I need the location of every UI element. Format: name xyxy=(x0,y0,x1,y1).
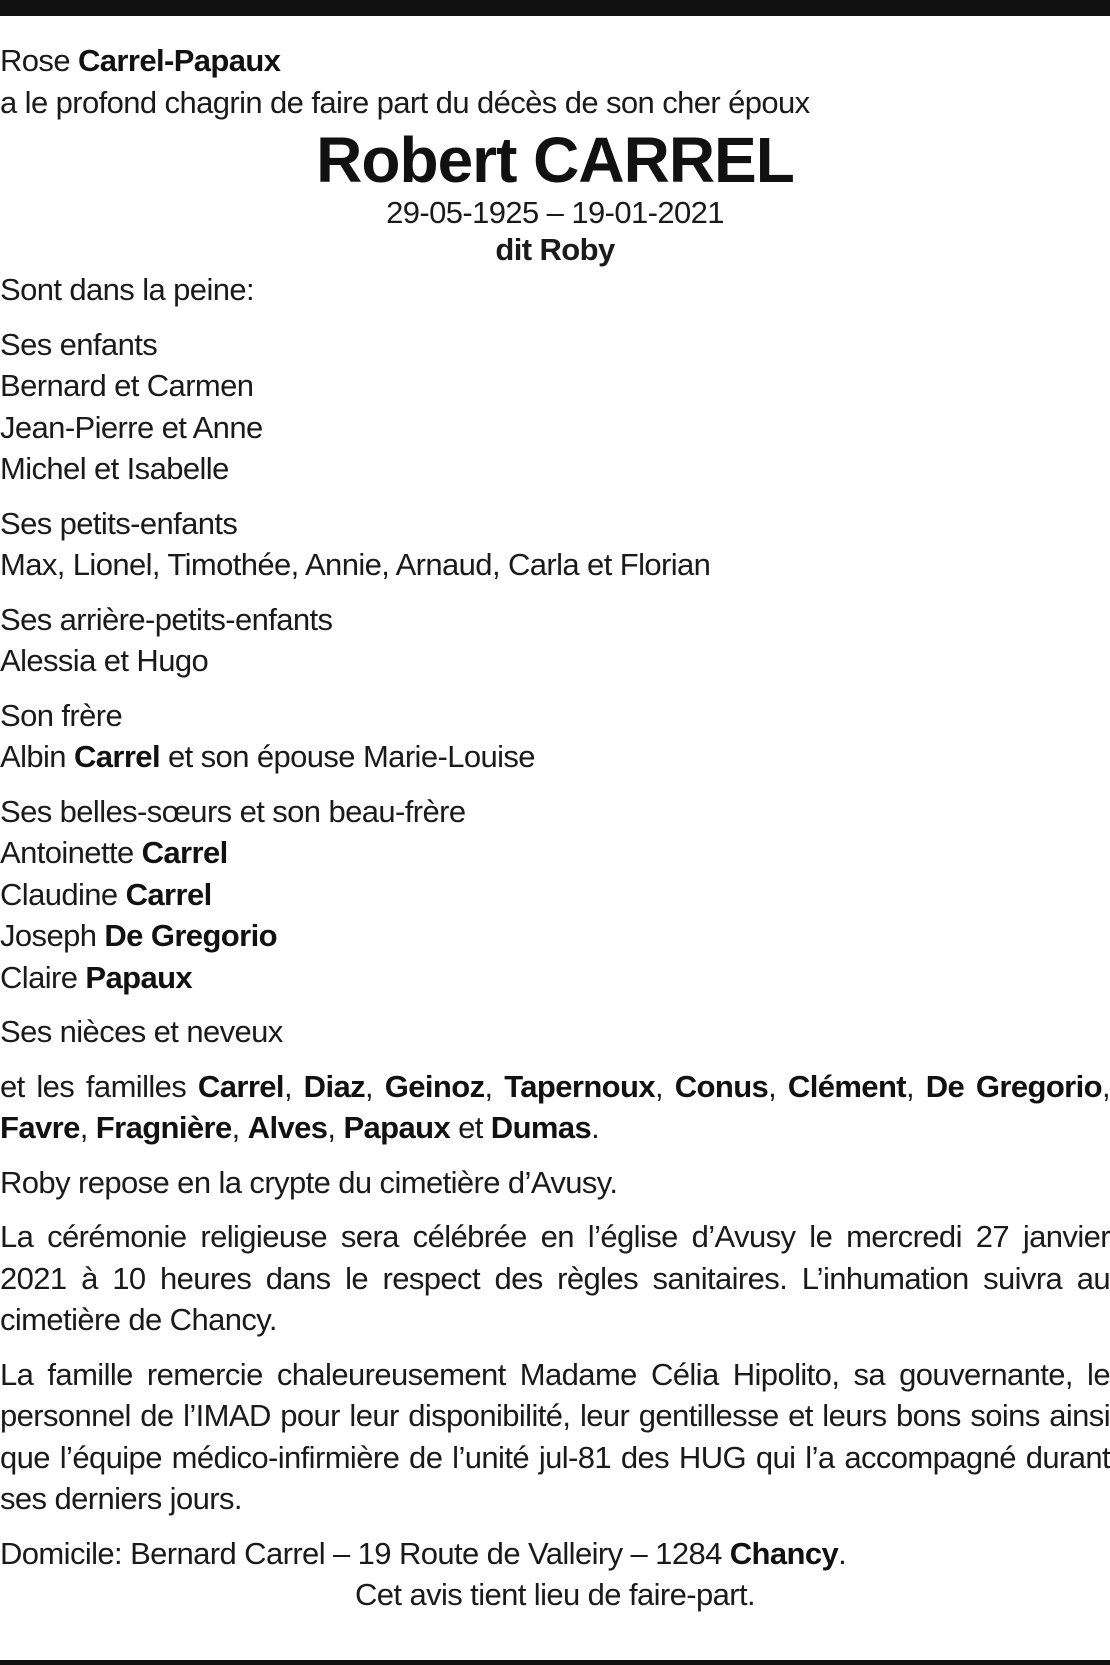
grandchildren-section xyxy=(0,503,1110,586)
section-heading: Ses belles-sœurs et son beau-frère xyxy=(0,793,466,829)
domicile-line xyxy=(0,1533,1110,1575)
child-line: Jean-Pierre et Anne xyxy=(0,409,263,445)
separator: , xyxy=(327,1110,344,1145)
separator: , xyxy=(1102,1068,1110,1104)
thanks-text: La famille remercie chaleureusement Madame Célia Hipolito, sa gouvernante, le personnel de l’IMAD pour leur disponibilité, leur gentillesse et leurs bons soins ainsi que l’équipe médico-infirmière de l’unité jul-81 des HUG qui l’a accompagné durant ses derniers jours. xyxy=(0,1356,1110,1516)
first-name: Joseph xyxy=(0,918,97,953)
announcer-last-name: Carrel-Papaux xyxy=(77,43,281,78)
separator: , xyxy=(655,1068,675,1104)
conjunction: et xyxy=(450,1110,491,1145)
last-name: Papaux xyxy=(85,959,193,995)
closing-note: Cet avis tient lieu de faire-part. xyxy=(354,1577,756,1612)
child-line: Bernard et Carmen xyxy=(0,368,254,403)
domicile-town: Chancy xyxy=(729,1535,839,1571)
announcement-line: a le profond chagrin de faire part du décès de son cher époux xyxy=(0,84,810,120)
separator: , xyxy=(906,1068,926,1104)
section-heading: Ses petits-enfants xyxy=(0,505,238,541)
family-name: Alves xyxy=(247,1110,328,1145)
obituary-notice xyxy=(0,40,1110,1616)
rest-place-section xyxy=(0,1162,1110,1204)
announcer-line xyxy=(0,40,1110,82)
first-name: Albin xyxy=(0,739,66,774)
period: . xyxy=(838,1535,847,1571)
families-prefix: et les familles xyxy=(0,1068,187,1104)
separator: , xyxy=(768,1068,788,1104)
family-name: Dumas xyxy=(490,1110,592,1145)
child-line: Michel et Isabelle xyxy=(0,451,229,486)
domicile-section xyxy=(0,1533,1110,1575)
ceremony-section xyxy=(0,1216,1110,1341)
section-heading: Ses arrière-petits-enfants xyxy=(0,601,333,637)
in-law-line xyxy=(0,957,1110,999)
family-name: Papaux xyxy=(343,1110,451,1145)
separator: , xyxy=(484,1068,505,1104)
announcer-first-name: Rose xyxy=(0,43,70,78)
bottom-border xyxy=(0,1660,1110,1665)
in-laws-section xyxy=(0,791,1110,999)
thanks-section xyxy=(0,1354,1110,1520)
separator: , xyxy=(283,1068,304,1104)
top-border xyxy=(0,0,1110,16)
last-name: Carrel xyxy=(73,739,160,774)
rest-place: Roby repose en la crypte du cimetière d’Avusy. xyxy=(0,1164,618,1200)
family-name: De Gregorio xyxy=(925,1068,1102,1104)
families-line xyxy=(0,1066,1110,1149)
children-section xyxy=(0,324,1110,490)
family-name: Conus xyxy=(674,1068,769,1104)
section-heading: Son frère xyxy=(0,697,123,733)
first-name: Antoinette xyxy=(0,835,134,870)
life-dates: 29-05-1925 – 19-01-2021 xyxy=(386,195,724,230)
separator: , xyxy=(79,1110,96,1145)
first-name: Claudine xyxy=(0,876,118,912)
families-section xyxy=(0,1066,1110,1149)
first-name: Claire xyxy=(0,959,78,995)
family-name: Geinoz xyxy=(384,1068,485,1104)
family-name: Fragnière xyxy=(95,1110,232,1145)
last-name: Carrel xyxy=(125,876,212,912)
nickname: dit Roby xyxy=(495,232,615,267)
brother-line xyxy=(0,736,1110,778)
domicile-address: Domicile: Bernard Carrel – 19 Route de Valleiry – 1284 xyxy=(0,1535,722,1571)
great-grandchildren-line: Alessia et Hugo xyxy=(0,643,209,678)
last-name: Carrel xyxy=(141,835,228,870)
in-law-line xyxy=(0,915,1110,957)
nieces-section xyxy=(0,1011,1110,1053)
family-name: Diaz xyxy=(303,1068,366,1104)
deceased-name: Robert CARREL xyxy=(316,124,794,196)
mourning-heading: Sont dans la peine: xyxy=(0,272,255,307)
great-grandchildren-section xyxy=(0,599,1110,682)
in-law-line xyxy=(0,832,1110,874)
in-law-line xyxy=(0,874,1110,916)
family-name: Carrel xyxy=(197,1068,284,1104)
ceremony-text: La cérémonie religieuse sera célébrée en l’église d’Avusy le mercredi 27 janvier 2021 à 10 heures dans le respect des règles sanitaires. L’inhumation suivra au cimetière de Chancy. xyxy=(0,1219,1110,1337)
period: . xyxy=(591,1110,600,1145)
separator: , xyxy=(365,1068,385,1104)
section-heading: Ses enfants xyxy=(0,326,158,362)
family-name: Tapernoux xyxy=(504,1068,655,1104)
last-name: De Gregorio xyxy=(104,918,277,953)
brother-section xyxy=(0,695,1110,778)
family-name: Clément xyxy=(787,1068,907,1104)
section-heading: Ses nièces et neveux xyxy=(0,1014,283,1049)
grandchildren-line: Max, Lionel, Timothée, Annie, Arnaud, Carla et Florian xyxy=(0,547,711,582)
separator: , xyxy=(231,1110,248,1145)
family-name: Favre xyxy=(0,1110,80,1145)
brother-spouse: et son épouse Marie-Louise xyxy=(167,739,535,774)
